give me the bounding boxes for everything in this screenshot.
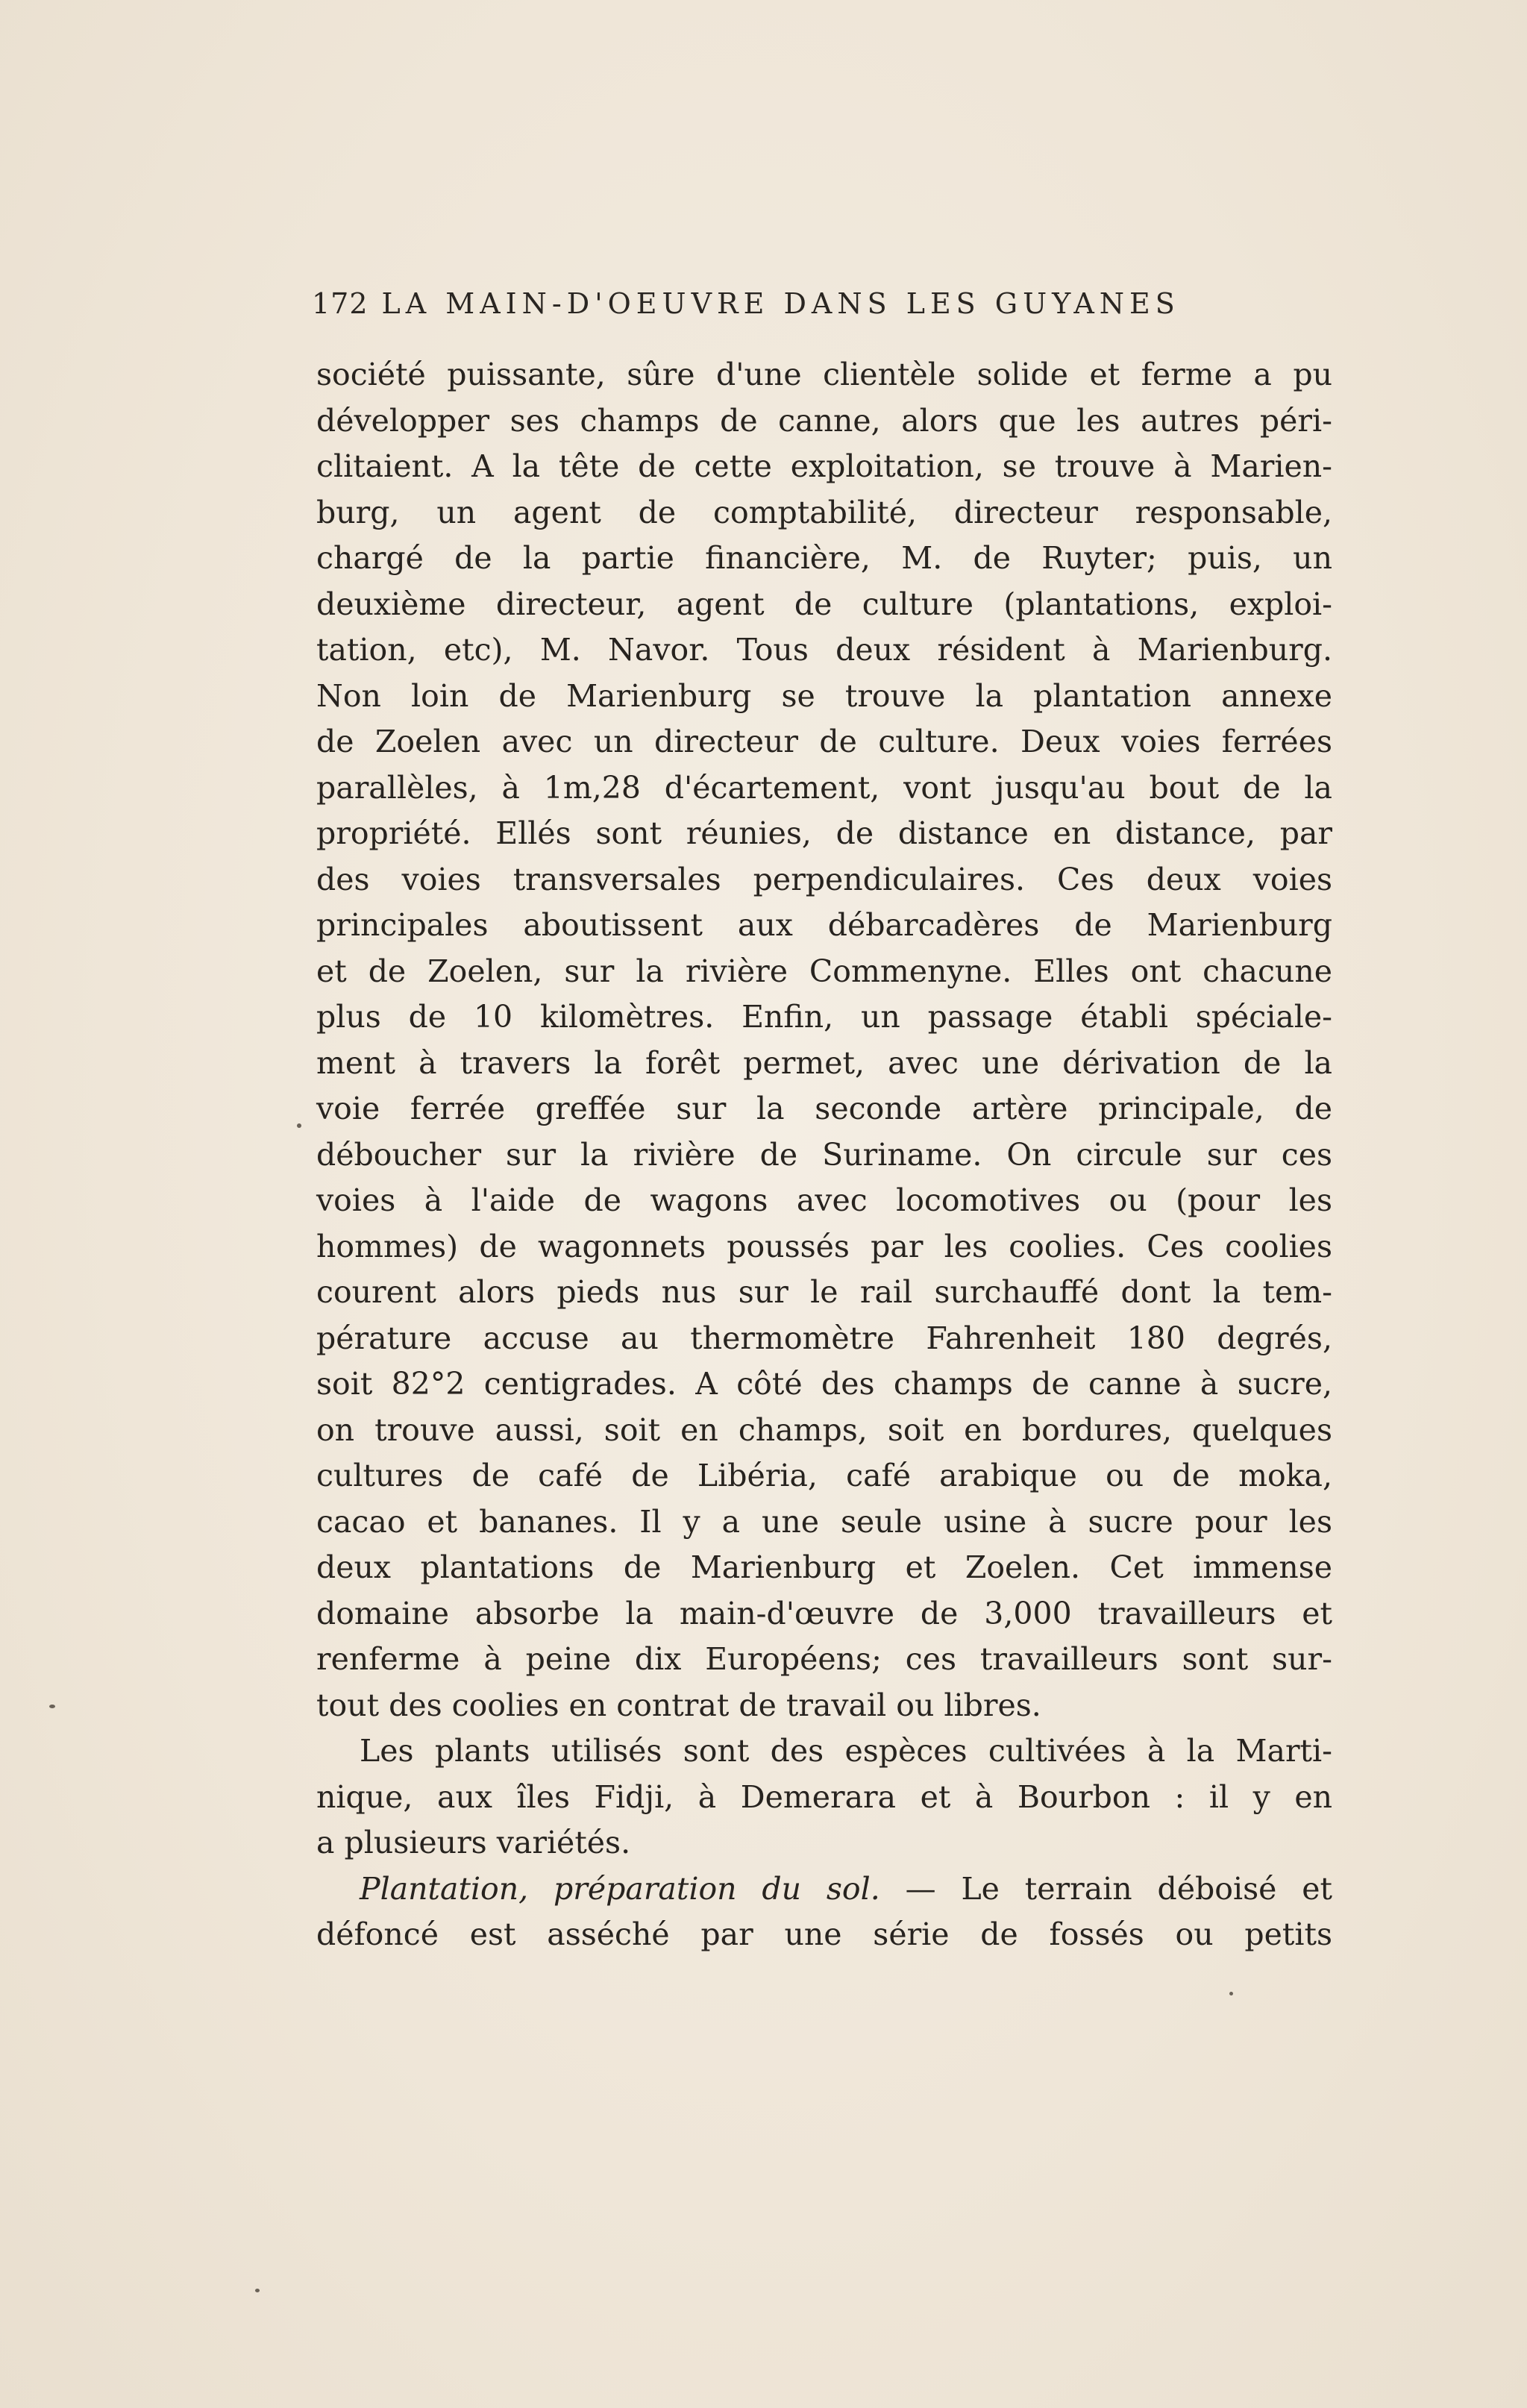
text-line: soit 82°2 centigrades. A côté des champs de canne à sucre, — [316, 1366, 1332, 1402]
text-line: Non loin de Marienburg se trouve la plantation annexe — [316, 677, 1332, 714]
paper-speck — [255, 2289, 260, 2292]
text-line: a plusieurs variétés. — [316, 1825, 631, 1860]
text-line: voies à l'aide de wagons avec locomotives ou (pour les — [316, 1182, 1332, 1218]
text-line: chargé de la partie financière, M. de Ruyter; puis, un — [316, 540, 1332, 576]
text-line: tout des coolies en contrat de travail ou libres. — [316, 1687, 1041, 1723]
text-line: déboucher sur la rivière de Suriname. On circule sur ces — [316, 1136, 1332, 1173]
text-line: on trouve aussi, soit en champs, soit en bordures, quelques — [316, 1411, 1332, 1448]
text-line: société puissante, sûre d'une clientèle solide et ferme a pu — [316, 357, 1332, 392]
paper-speck — [297, 1123, 301, 1128]
text-line: principales aboutissent aux débarcadères de Marienburg — [316, 907, 1332, 943]
body-text — [316, 352, 1332, 1958]
text-line: parallèles, à 1m,28 d'écartement, vont jusqu'au bout de la — [316, 769, 1332, 806]
text-line: cacao et bananes. Il y a une seule usine à sucre pour les — [316, 1503, 1332, 1540]
text-line: tation, etc), M. Navor. Tous deux résident à Marienburg. — [316, 632, 1332, 668]
running-header — [312, 287, 1244, 320]
text-line: courent alors pieds nus sur le rail surchauffé dont la tem- — [316, 1274, 1332, 1310]
text-line — [316, 1866, 1332, 1913]
text-line: et de Zoelen, sur la rivière Commenyne. Elles ont chacune — [316, 953, 1332, 989]
page-number: 172 — [312, 287, 369, 320]
text-line: des voies transversales perpendiculaires. Ces deux voies — [316, 861, 1332, 897]
text-fragment: — Le terrain déboisé et — [879, 1870, 1332, 1907]
text-line: domaine absorbe la main-d'œuvre de 3,000 travailleurs et — [316, 1595, 1332, 1631]
text-line: de Zoelen avec un directeur de culture. Deux voies ferrées — [316, 724, 1332, 759]
text-line: clitaient. A la tête de cette exploitation, se trouve à Marien- — [316, 448, 1332, 484]
text-line: défoncé est asséché par une série de fossés ou petits — [316, 1916, 1332, 1952]
paper-speck — [49, 1705, 55, 1708]
text-line: propriété. Ellés sont réunies, de distance en distance, par — [316, 815, 1332, 851]
text-line: renferme à peine dix Européens; ces travailleurs sont sur- — [316, 1641, 1332, 1677]
running-title: LA MAIN-D'OEUVRE DANS LES GUYANES — [381, 287, 1180, 320]
text-line: deuxième directeur, agent de culture (plantations, exploi- — [316, 586, 1332, 622]
text-line: nique, aux îles Fidji, à Demerara et à Bourbon : il y en — [316, 1778, 1332, 1815]
text-line: Les plants utilisés sont des espèces cultivées à la Marti- — [360, 1733, 1332, 1769]
text-line: voie ferrée greffée sur la seconde artère principale, de — [316, 1091, 1332, 1126]
text-line: ment à travers la forêt permet, avec une dérivation de la — [316, 1044, 1332, 1081]
text-line: pérature accuse au thermomètre Fahrenheit 180 degrés, — [316, 1320, 1332, 1356]
text-line: cultures de café de Libéria, café arabique ou de moka, — [316, 1458, 1332, 1493]
paper-speck — [1229, 1992, 1233, 1995]
text-line: hommes) de wagonnets poussés par les coolies. Ces coolies — [316, 1228, 1332, 1264]
text-line: développer ses champs de canne, alors que les autres péri- — [316, 402, 1332, 439]
text-line: deux plantations de Marienburg et Zoelen. Cet immense — [316, 1549, 1332, 1585]
text-line: burg, un agent de comptabilité, directeur responsable, — [316, 494, 1332, 530]
text-line: plus de 10 kilomètres. Enfin, un passage établi spéciale- — [316, 999, 1332, 1035]
section-heading: Plantation, préparation du sol. — [360, 1870, 880, 1907]
